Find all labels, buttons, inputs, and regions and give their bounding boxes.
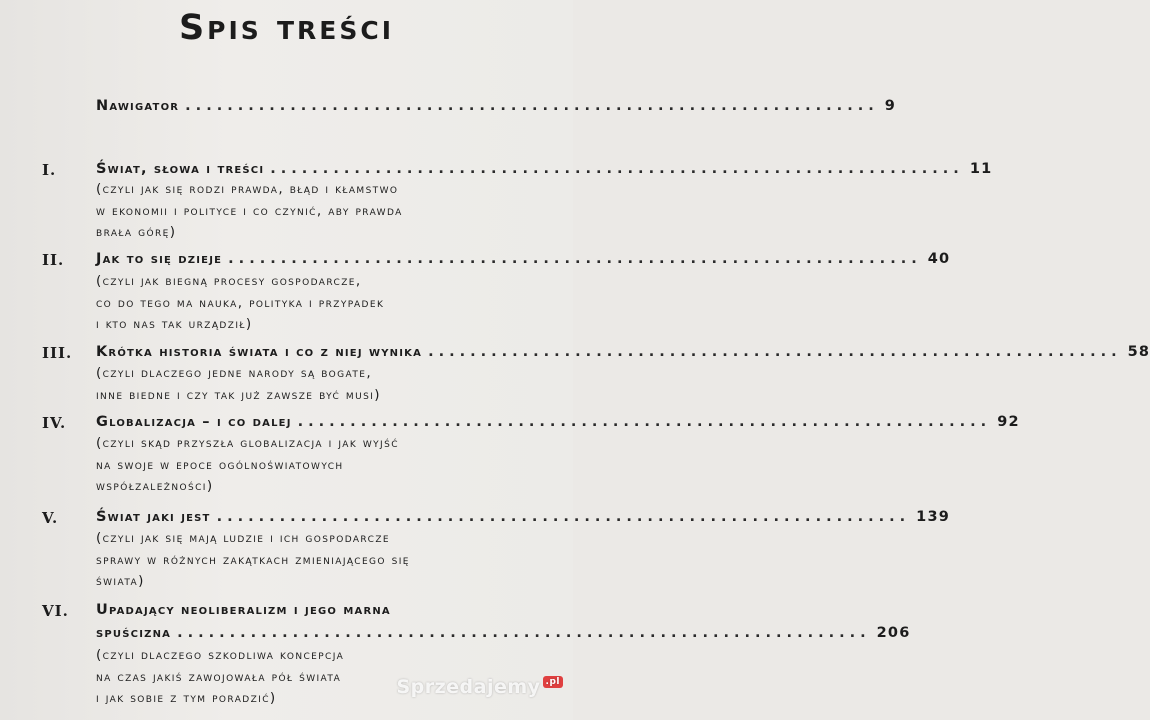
page-title: Spis treści [178, 8, 395, 48]
description-line: świata) [96, 573, 145, 589]
chapter-number: V. [42, 509, 59, 527]
chapter-number: III. [42, 344, 73, 362]
toc-entry-label: spuścizna [96, 625, 172, 641]
watermark-suffix: .pl [543, 676, 563, 688]
description-line: brała górę) [96, 224, 177, 240]
chapter-number: VI. [42, 602, 69, 620]
toc-entry-chapter-6-cont [96, 625, 911, 645]
description-line: sprawy w różnych zakątkach zmieniającego się [96, 551, 410, 568]
site-watermark [396, 676, 563, 698]
description-line: co do tego ma nauka, polityka i przypadek [96, 294, 385, 311]
description-line: (czyli dlaczego jedne narody są bogate, [96, 365, 373, 381]
toc-page-number: 40 [927, 251, 951, 267]
toc-page-number: 11 [969, 161, 993, 177]
toc-entry-label: Jak to się dzieje [96, 251, 223, 267]
toc-page-number: 9 [884, 98, 897, 114]
leader-dots: .................................................................. [216, 509, 911, 525]
description-line: współzależności) [96, 478, 214, 494]
description-line: i kto nas tak urządził) [96, 316, 253, 332]
description-line: (czyli skąd przyszła globalizacja i jak wyjść [96, 435, 399, 451]
toc-entry-nawigator [96, 98, 897, 118]
description-line: inne biedne i czy tak już zawsze być musi) [96, 386, 381, 403]
chapter-description [96, 363, 516, 406]
toc-page-number: 58 [1127, 344, 1150, 360]
toc-entry-label: Upadający neoliberalizm i jego marna [96, 602, 391, 618]
chapter-number: II. [42, 251, 65, 269]
toc-entry-chapter-3 [96, 344, 1150, 364]
leader-dots: .................................................................. [185, 98, 879, 114]
leader-dots: .................................................................. [270, 161, 964, 177]
toc-entry-chapter-1 [96, 161, 993, 181]
toc-entry-chapter-2 [96, 251, 951, 271]
watermark-text: Sprzedajemy [396, 676, 541, 698]
description-line: (czyli jak się rodzi prawda, błąd i kłamstwo [96, 181, 399, 197]
description-line: (czyli jak się mają ludzie i ich gospodarcze [96, 530, 390, 546]
toc-entry-label: Świat jaki jest [96, 509, 211, 525]
toc-entry-label: Świat, słowa i treści [96, 161, 265, 177]
description-line: i jak sobie z tym poradzić) [96, 690, 277, 706]
toc-page-number: 92 [997, 414, 1020, 430]
leader-dots: .................................................................. [177, 625, 871, 641]
toc-entry-label: Globalizacja – i co dalej [96, 414, 292, 430]
chapter-description [96, 433, 516, 498]
description-line: (czyli jak biegną procesy gospodarcze, [96, 273, 362, 289]
description-line: (czyli dlaczego szkodliwa koncepcja [96, 647, 345, 663]
chapter-description [96, 528, 516, 593]
description-line: na czas jakiś zawojowała pół świata [96, 668, 342, 685]
toc-page-number: 139 [916, 509, 951, 525]
description-line: na swoje w epoce ogólnoświatowych [96, 456, 344, 473]
description-line: w ekonomii i polityce i co czynić, aby prawda [96, 202, 403, 219]
toc-entry-chapter-5 [96, 509, 951, 529]
leader-dots: .................................................................. [228, 251, 922, 267]
chapter-number: IV. [42, 414, 67, 432]
chapter-description [96, 179, 516, 244]
chapter-number: I. [42, 161, 57, 179]
leader-dots: .................................................................. [428, 344, 1122, 360]
toc-page-number: 206 [876, 625, 911, 641]
toc-entry-label: Nawigator [96, 98, 180, 114]
leader-dots: .................................................................. [297, 414, 992, 430]
toc-entry-label: Krótka historia świata i co z niej wynika [96, 344, 423, 360]
toc-entry-chapter-4 [96, 414, 1020, 434]
toc-entry-chapter-6 [96, 602, 543, 622]
chapter-description [96, 271, 516, 336]
